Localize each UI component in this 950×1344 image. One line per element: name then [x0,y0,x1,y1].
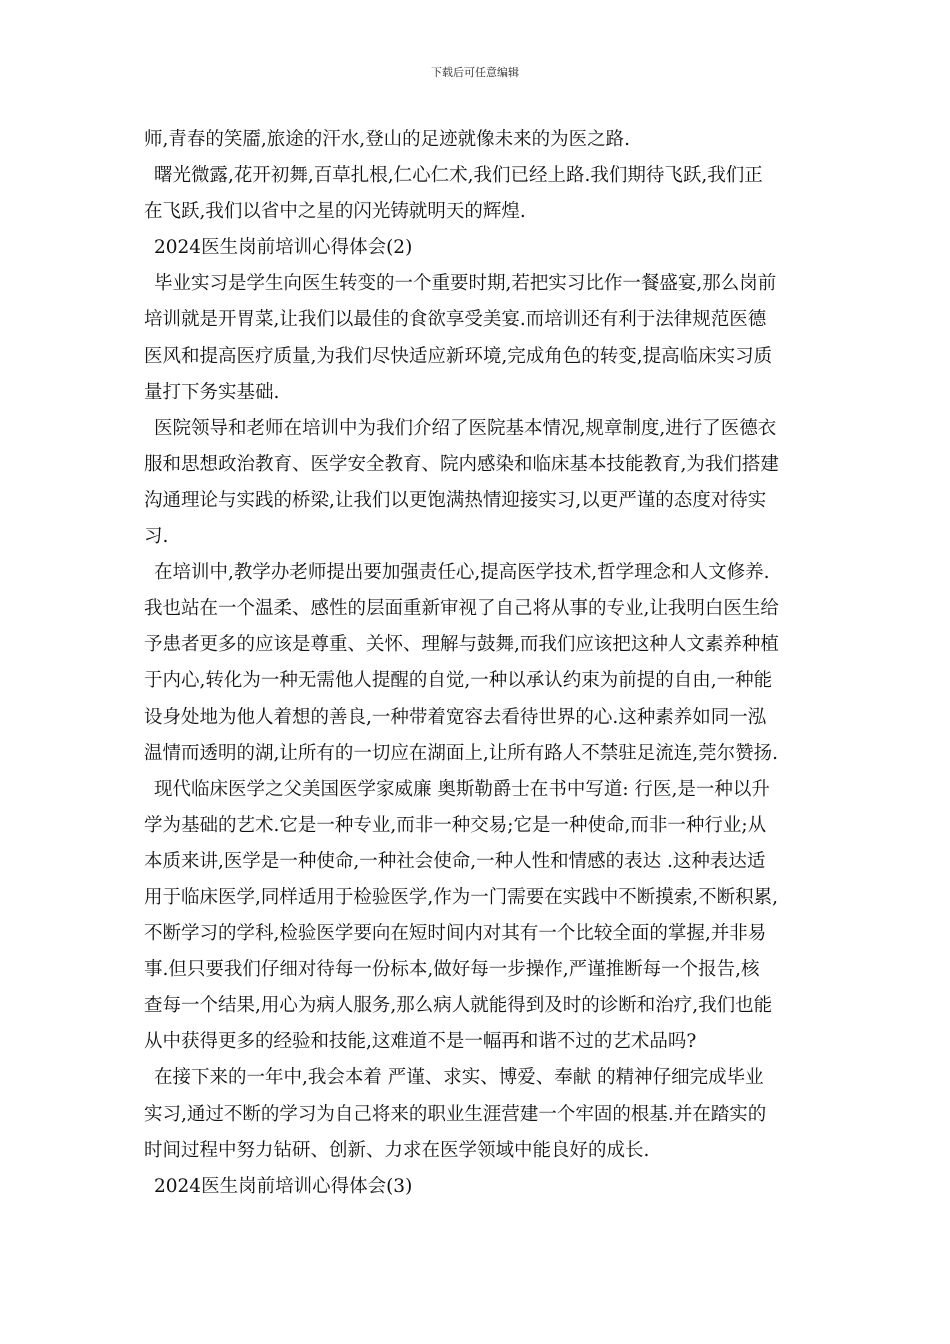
text-line: 曙光微露,花开初舞,百草扎根,仁心仁术,我们已经上路.我们期待飞跃,我们正 [154,165,763,187]
text-line: 温情而透明的湖,让所有的一切应在湖面上,让所有路人不禁驻足流连,莞尔赞扬. [144,742,779,764]
text-line: 于内心,转化为一种无需他人提醒的自觉,一种以承认约束为前提的自由,一种能 [144,670,773,692]
text-line: 用于临床医学,同样适用于检验医学,作为一门需要在实践中不断摸索,不断积累, [144,886,779,908]
text-line: 医风和提高医疗质量,为我们尽快适应新环境,完成角色的转变,提高临床实习质 [144,345,773,367]
document-body [144,122,814,1205]
text-line: 予患者更多的应该是尊重、关怀、理解与鼓舞,而我们应该把这种人文素养种植 [144,634,779,656]
text-line: 服和思想政治教育、医学安全教育、院内感染和临床基本技能教育,为我们搭建 [144,453,779,475]
text-line: 在飞跃,我们以省中之星的闪光铸就明天的辉煌. [144,201,526,223]
text-line: 事.但只要我们仔细对待每一份标本,做好每一步操作,严谨推断每一个报告,核 [144,959,760,981]
text-line: 从中获得更多的经验和技能,这难道不是一幅再和谐不过的艺术品吗? [144,1031,697,1053]
text-line: 时间过程中努力钻研、创新、力求在医学领域中能良好的成长. [144,1139,650,1161]
text-line: 在培训中,教学办老师提出要加强责任心,提高医学技术,哲学理念和人文修养. [154,562,770,584]
text-line: 习. [144,526,169,548]
text-line: 我也站在一个温柔、感性的层面重新审视了自己将从事的专业,让我明白医生给 [144,598,779,620]
text-line: 不断学习的学科,检验医学要向在短时间内对其有一个比较全面的掌握,并非易 [144,923,767,945]
text-line: 毕业实习是学生向医生转变的一个重要时期,若把实习比作一餐盛宴,那么岗前 [154,273,777,295]
text-line: 2024医生岗前培训心得体会(2) [154,237,413,259]
text-line: 学为基础的艺术.它是一种专业,而非一种交易;它是一种使命,而非一种行业;从 [144,814,767,836]
text-line: 师,青春的笑靥,旅途的汗水,登山的足迹就像未来的为医之路. [144,129,631,150]
text-line: 沟通理论与实践的桥梁,让我们以更饱满热情迎接实习,以更严谨的态度对待实 [144,489,767,511]
text-line: 实习,通过不断的学习为自己将来的职业生涯营建一个牢固的根基.并在踏实的 [144,1103,767,1125]
text-line: 2024医生岗前培训心得体会(3) [154,1175,413,1197]
page-header: 下载后可任意编辑 [431,66,519,79]
text-line: 量打下务实基础. [144,381,280,403]
text-line: 本质来讲,医学是一种使命,一种社会使命,一种人性和情感的表达 .这种表达适 [144,850,766,872]
text-line: 医院领导和老师在培训中为我们介绍了医院基本情况,规章制度,进行了医德衣 [154,417,777,439]
text-line: 设身处地为他人着想的善良,一种带着宽容去看待世界的心.这种素养如同一泓 [144,706,767,728]
text-line: 培训就是开胃菜,让我们以最佳的食欲享受美宴.而培训还有利于法律规范医德 [144,309,767,331]
text-line: 现代临床医学之父美国医学家威廉 奥斯勒爵士在书中写道: 行医,是一种以升 [154,778,770,800]
text-line: 查每一个结果,用心为病人服务,那么病人就能得到及时的诊断和治疗,我们也能 [144,995,773,1017]
text-line: 在接下来的一年中,我会本着 严谨、求实、博爱、奉献 的精神仔细完成毕业 [154,1067,764,1089]
